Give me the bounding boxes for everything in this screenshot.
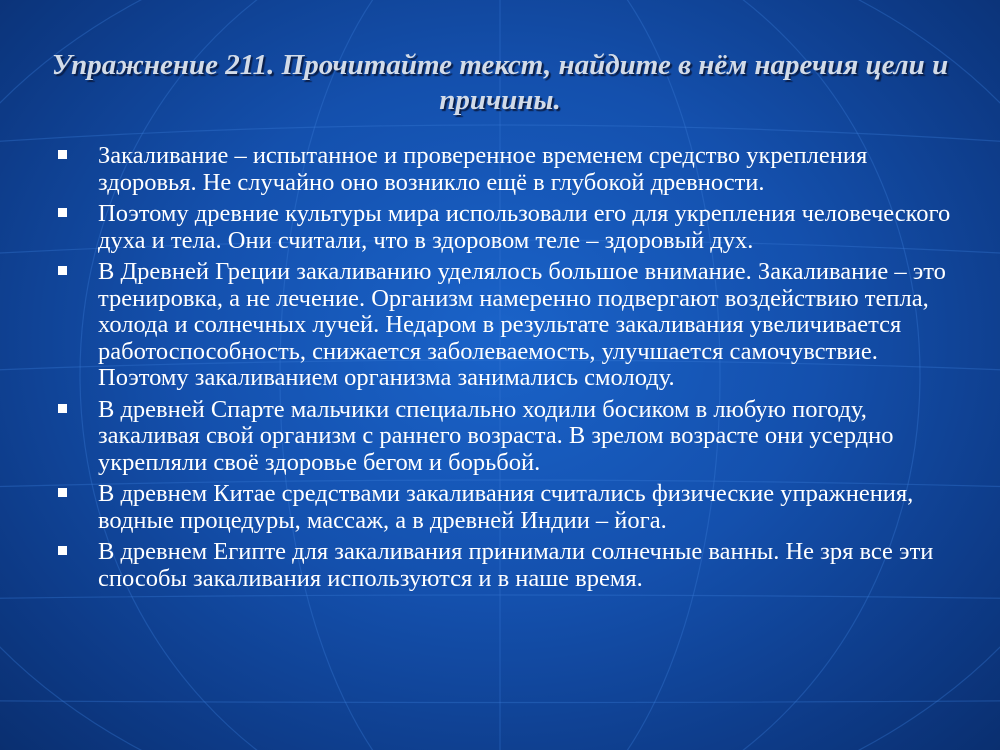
list-item-text: Закаливание – испытанное и проверенное временем средство укрепления здоровья. Не случайно оно возникло ещё в глубокой древности. (98, 142, 868, 196)
list-item (58, 201, 958, 254)
list-item (58, 539, 958, 592)
list-item-text: В древнем Китае средствами закаливания считались физические упражнения, водные процедуры, массаж, а в древней Индии – йога. (98, 480, 914, 534)
square-bullet-icon (58, 488, 67, 497)
square-bullet-icon (58, 150, 67, 159)
list-item (58, 259, 958, 392)
list-item-text: Поэтому древние культуры мира использовали его для укрепления человеческого духа и тела. Они считали, что в здоровом теле – здоровый дух. (98, 200, 951, 254)
list-item (58, 143, 958, 196)
square-bullet-icon (58, 546, 67, 555)
slide-title: Упражнение 211. Прочитайте текст, найдите в нём наречия цели и причины. (51, 49, 949, 116)
square-bullet-icon (58, 266, 67, 275)
list-item-text: В древней Спарте мальчики специально ходили босиком в любую погоду, закаливая свой организм с раннего возраста. В зрелом возрасте они усердно укрепляли своё здоровье бегом и борьбой. (98, 395, 894, 476)
list-item (58, 481, 958, 534)
square-bullet-icon (58, 208, 67, 217)
list-item-text: В Древней Греции закаливанию уделялось большое внимание. Закаливание – это тренировка, а не лечение. Организм намеренно подвергают воздействию тепла, холода и солнечных лучей. Недаром в результате закаливания увеличивается работоспособность, снижается заболеваемость, улучшается самочувствие. Поэтому закаливанием организма занимались смолоду. (98, 258, 946, 391)
paragraph-list (58, 143, 958, 597)
square-bullet-icon (58, 404, 67, 413)
list-item (58, 397, 958, 477)
list-item-text: В древнем Египте для закаливания принимали солнечные ванны. Не зря все эти способы закаливания используются и в наше время. (98, 538, 934, 592)
